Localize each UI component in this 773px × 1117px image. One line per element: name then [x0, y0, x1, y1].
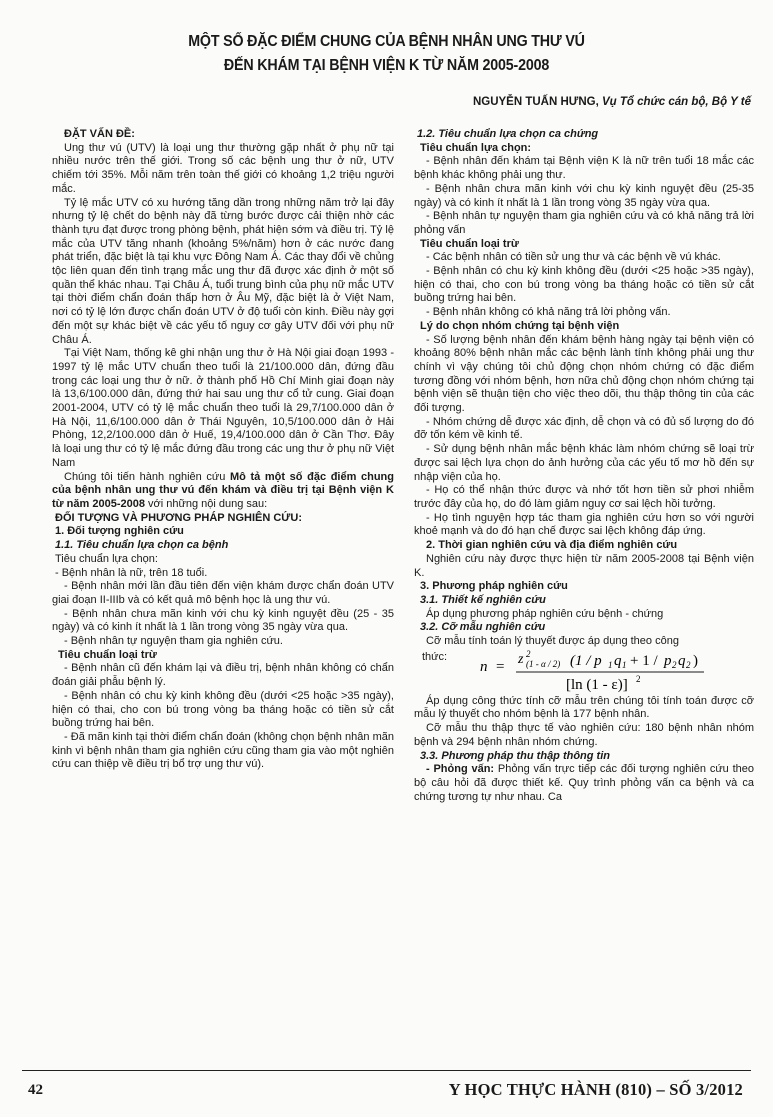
svg-text:q: q [614, 652, 622, 669]
methods-heading: ĐỐI TƯỢNG VÀ PHƯƠNG PHÁP NGHIÊN CỨU: [55, 511, 303, 524]
case-selection-2: - Bệnh nhân mới lần đầu tiên đến viện khám được chẩn đoán UTV giai đoạn II-IIIb và có kết quả mô bệnh học là ung thư vú. [52, 580, 394, 606]
control-exclusion-2: - Bệnh nhân có chu kỳ kinh không đều (dưới <25 hoặc >35 ngày), hiện có thai, cho con bú trong vòng ba tháng hoặc có tiền sử cắt buồng trứng hai bên. [414, 265, 754, 305]
svg-text:=: = [496, 658, 505, 675]
svg-text:n: n [480, 658, 488, 675]
formula-graphic [474, 647, 744, 695]
section-3-1-paragraph: Áp dụng phương pháp nghiên cứu bệnh - chứng [426, 607, 664, 620]
section-2-heading: 2. Thời gian nghiên cứu và địa điểm nghiên cứu [426, 539, 678, 552]
svg-text:+ 1 /: + 1 / [630, 652, 658, 669]
case-selection-label: Tiêu chuẩn lựa chọn: [55, 552, 158, 565]
svg-text:1: 1 [608, 659, 613, 670]
author-name: NGUYỄN TUẤN HƯNG, [472, 96, 599, 108]
case-selection-3: - Bệnh nhân chưa mãn kinh với chu kỳ kinh nguyệt đều (25 - 35 ngày) và có kinh ít nhất là 1 lần trong vòng 35 ngày vừa qua. [52, 607, 394, 634]
control-reason-5: - Họ tình nguyện hợp tác tham gia nghiên cứu hơn so với người khoẻ mạnh và do đó hạn chế được sai lệch không đáp ứng. [414, 511, 754, 538]
interview-text: Phỏng vấn trực tiếp các đối tượng nghiên cứu theo bộ câu hỏi đã được thiết kế. Quy trình phỏng vấn ca bệnh và ca chứng tương tự như nhau. Ca [414, 763, 755, 803]
control-selection-3: - Bệnh nhân tự nguyện tham gia nghiên cứu và có khả năng trả lời phỏng vấn [414, 210, 754, 236]
case-exclusion-3: - Đã mãn kinh tại thời điểm chẩn đoán (không chọn bệnh nhân mãn kinh vì bệnh nhân tham gia nghiên cứu cũng tham gia vào một nghiên cứu can thiệp về điều trị bổ trợ ung thư vú). [52, 730, 394, 771]
control-selection-2: - Bệnh nhân chưa mãn kinh với chu kỳ kinh nguyệt đều (25-35 ngày) và có kinh ít nhất là 1 lần trong vòng 35 ngày vừa qua. [414, 182, 754, 209]
author-affiliation: Vụ Tổ chức cán bộ, Bộ Y tế [601, 96, 751, 108]
svg-text:q: q [678, 652, 686, 669]
section-1-1-heading: 1.1. Tiêu chuẩn lựa chọn ca bệnh [55, 539, 229, 552]
article-title [86, 30, 687, 78]
section-3-3-paragraph [414, 763, 754, 804]
intro-paragraph-1: Ung thư vú (UTV) là loại ung thư thường gặp nhất ở phụ nữ tại nhiều nước trên thế giới. Trong số các bệnh ung thư ở nữ, UTV chiếm tới 35%. Mỗi năm trên toàn thế giới có khoảng 1,2 triệu người mắc. [52, 141, 394, 195]
control-reason-4: - Họ có thể nhận thức được và nhớ tốt hơn tiền sử phơi nhiễm trước đây của họ, do đó làm giảm nguy cơ sai lệch hồi tưởng. [414, 484, 754, 510]
formula-label: thức: [422, 650, 448, 663]
title-line-2: ĐẾN KHÁM TẠI BỆNH VIỆN K TỪ NĂM 2005-2008 [223, 57, 550, 74]
section-3-2-paragraph-2: Áp dụng công thức tính cỡ mẫu trên chúng tôi tính toán được cỡ mẫu lý thuyết cho nhóm bệnh là 177 bệnh nhân. [414, 694, 754, 721]
title-line-1: MỘT SỐ ĐẶC ĐIỂM CHUNG CỦA BỆNH NHÂN UNG THƯ VÚ [188, 33, 585, 50]
right-column [414, 128, 754, 804]
svg-text:[ln (1 - ε)]: [ln (1 - ε)] [566, 676, 628, 693]
section-3-2-paragraph-3: Cỡ mẫu thu thập thực tế vào nghiên cứu: 180 bệnh nhân nhóm bệnh và 294 bệnh nhân nhóm chứng. [414, 722, 754, 748]
section-1-2-heading: 1.2. Tiêu chuẩn lựa chọn ca chứng [417, 128, 599, 140]
p4-plain: Chúng tôi tiến hành nghiên cứu [64, 470, 230, 483]
section-3-3-heading: 3.3. Phương pháp thu thập thông tin [420, 749, 610, 762]
left-column [52, 128, 394, 772]
case-exclusion-label: Tiêu chuẩn loại trừ [58, 648, 157, 661]
section-2-paragraph: Nghiên cứu này được thực hiện từ năm 2005-2008 tại Bệnh viện K. [414, 552, 754, 579]
case-exclusion-2: - Bệnh nhân có chu kỳ kinh không đều (dưới <25 hoặc >35 ngày), hiện có thai, cho con bú trong vòng ba tháng hoặc có tiền sử cắt buồng trứng hai bên. [52, 689, 394, 730]
p4-bold: Mô tả một số đặc điểm chung của bệnh nhân ung thư vú đến khám và điều trị tại Bệnh viện K từ năm 2005-2008 [52, 470, 394, 510]
svg-text:z: z [518, 651, 524, 667]
control-reason-2: - Nhóm chứng dễ được xác định, dễ chọn và có đủ số lượng do đó đỡ tốn kém về kinh tế. [414, 415, 754, 442]
section-3-2-heading: 3.2. Cỡ mẫu nghiên cứu [420, 621, 546, 634]
sample-size-formula [414, 649, 754, 695]
author-line [473, 96, 751, 108]
intro-paragraph-3: Tại Việt Nam, thống kê ghi nhận ung thư ở Hà Nội giai đoạn 1993 - 1997 tỷ lệ mắc UTV chuẩn theo tuổi là 21/100.000 dân, đứng đầu trong các loại ung thư ở nữ. ở thành phố Hồ Chí Minh giai đoạn này là 13,6/100.000 dân, đứng thứ hai sau ung thư cổ tử cung. Giai đoạn 2001-2004, UTV có tỷ lệ mắc chuẩn theo tuổi là 29,7/100.000 dân ở Hà Nội, 11,6/100.000 dân ở Thái Nguyên, 10,5/100.000 dân ở Hải Phòng, 12,2/100.000 dân ở Huế, 19,4/100.000 dân ở Cần Thơ. Đây là loại ung thư có tỷ lệ mắc đứng đầu trong các ung thư ở phụ nữ Việt Nam [52, 347, 394, 469]
svg-text:p: p [664, 652, 672, 669]
svg-text:2: 2 [672, 659, 677, 670]
control-reason-label: Lý do chọn nhóm chứng tại bệnh viện [420, 319, 620, 332]
control-selection-1: - Bệnh nhân đến khám tại Bệnh viện K là nữ trên tuổi 18 mắc các bệnh khác không phải ung thư. [414, 155, 754, 182]
control-exclusion-label: Tiêu chuẩn loại trừ [420, 237, 519, 250]
svg-text:2: 2 [686, 659, 691, 670]
svg-text:1: 1 [622, 659, 627, 670]
intro-paragraph-2: Tỷ lệ mắc UTV có xu hướng tăng dần trong những năm trở lại đây nhưng tỷ lệ chết do bệnh này đã từng bước được cải thiện nhờ các thành tựu đạt được trong phòng bệnh, phát hiện sớm và điều trị. Tỷ lệ mắc của UTV tăng nhanh (khoảng 5%/năm) hơn ở các nước đang phát triển, đặc biệt là tại khu vực Đông Nam Á. Các thay đổi về chủng tộc liên quan đến tình trạng mắc ung thư đã được xác định ở một số quần thể khác nhau. Tại Châu Á, tuổi trung bình của phụ nữ mắc UTV tại thời điểm chẩn đoán thấp hơn ở Âu Mỹ, đặc biệt là ở Việt Nam, nơi có tỷ lệ lớn được chẩn đoán UTV ở độ tuổi còn kinh. Điều này gợi đến một sự khác biệt về các yếu tố nguy cơ gây UTV đối với phụ nữ Châu Á. [52, 196, 394, 346]
control-reason-3: - Sử dụng bệnh nhân mắc bệnh khác làm nhóm chứng sẽ loại trừ được sai lệch lựa chọn do ảnh hưởng của các yếu tố mơ hồ đến sự nhập viện của họ. [414, 443, 754, 483]
control-selection-label: Tiêu chuẩn lựa chọn: [420, 141, 532, 154]
section-3-1-heading: 3.1. Thiết kế nghiên cứu [420, 593, 546, 606]
control-exclusion-1: - Các bệnh nhân có tiền sử ung thư và các bệnh về vú khác. [426, 251, 721, 264]
intro-heading: ĐẶT VẤN ĐỀ: [64, 128, 135, 140]
footer-rule [22, 1070, 751, 1071]
page-number: 42 [28, 1082, 43, 1098]
journal-name: Y HỌC THỰC HÀNH (810) – SỐ 3/2012 [448, 1080, 743, 1099]
svg-text:): ) [693, 652, 698, 669]
control-exclusion-3: - Bệnh nhân không có khả năng trả lời phỏng vấn. [426, 306, 671, 319]
case-selection-1: - Bệnh nhân là nữ, trên 18 tuổi. [55, 566, 208, 579]
interview-label: - Phỏng vấn: [426, 763, 495, 776]
section-3-heading: 3. Phương pháp nghiên cứu [420, 580, 568, 593]
case-exclusion-1: - Bệnh nhân cũ đến khám lại và điều trị, bệnh nhân không có chẩn đoán giải phẫu bệnh lý. [52, 662, 394, 689]
control-reason-1: - Số lượng bệnh nhân đến khám bệnh hàng ngày tại bệnh viện có khoảng 80% bệnh nhân mắc các bệnh lành tính không phải ung thư chính vì vậy chúng tôi chủ động chọn nhóm chứng có đặc điểm tương đồng với nhóm bệnh, hơn nữa chủ động chọn nhóm chứng tại bệnh viện sẽ thuận tiện cho việc theo dõi, thu thập thông tin của các đối tượng. [414, 333, 754, 415]
svg-text:(1 / p: (1 / p [570, 652, 602, 669]
section-3-2-paragraph: Cỡ mẫu tính toán lý thuyết được áp dụng theo công [426, 635, 679, 648]
intro-paragraph-4 [52, 471, 394, 512]
case-selection-4: - Bệnh nhân tự nguyện tham gia nghiên cứu. [64, 635, 283, 648]
svg-text:(1 - α / 2): (1 - α / 2) [526, 658, 561, 669]
svg-text:2: 2 [636, 673, 641, 684]
p4-end: với những nội dung sau: [144, 497, 268, 510]
section-1-heading: 1. Đối tượng nghiên cứu [55, 525, 184, 538]
svg-text:2: 2 [526, 648, 531, 659]
